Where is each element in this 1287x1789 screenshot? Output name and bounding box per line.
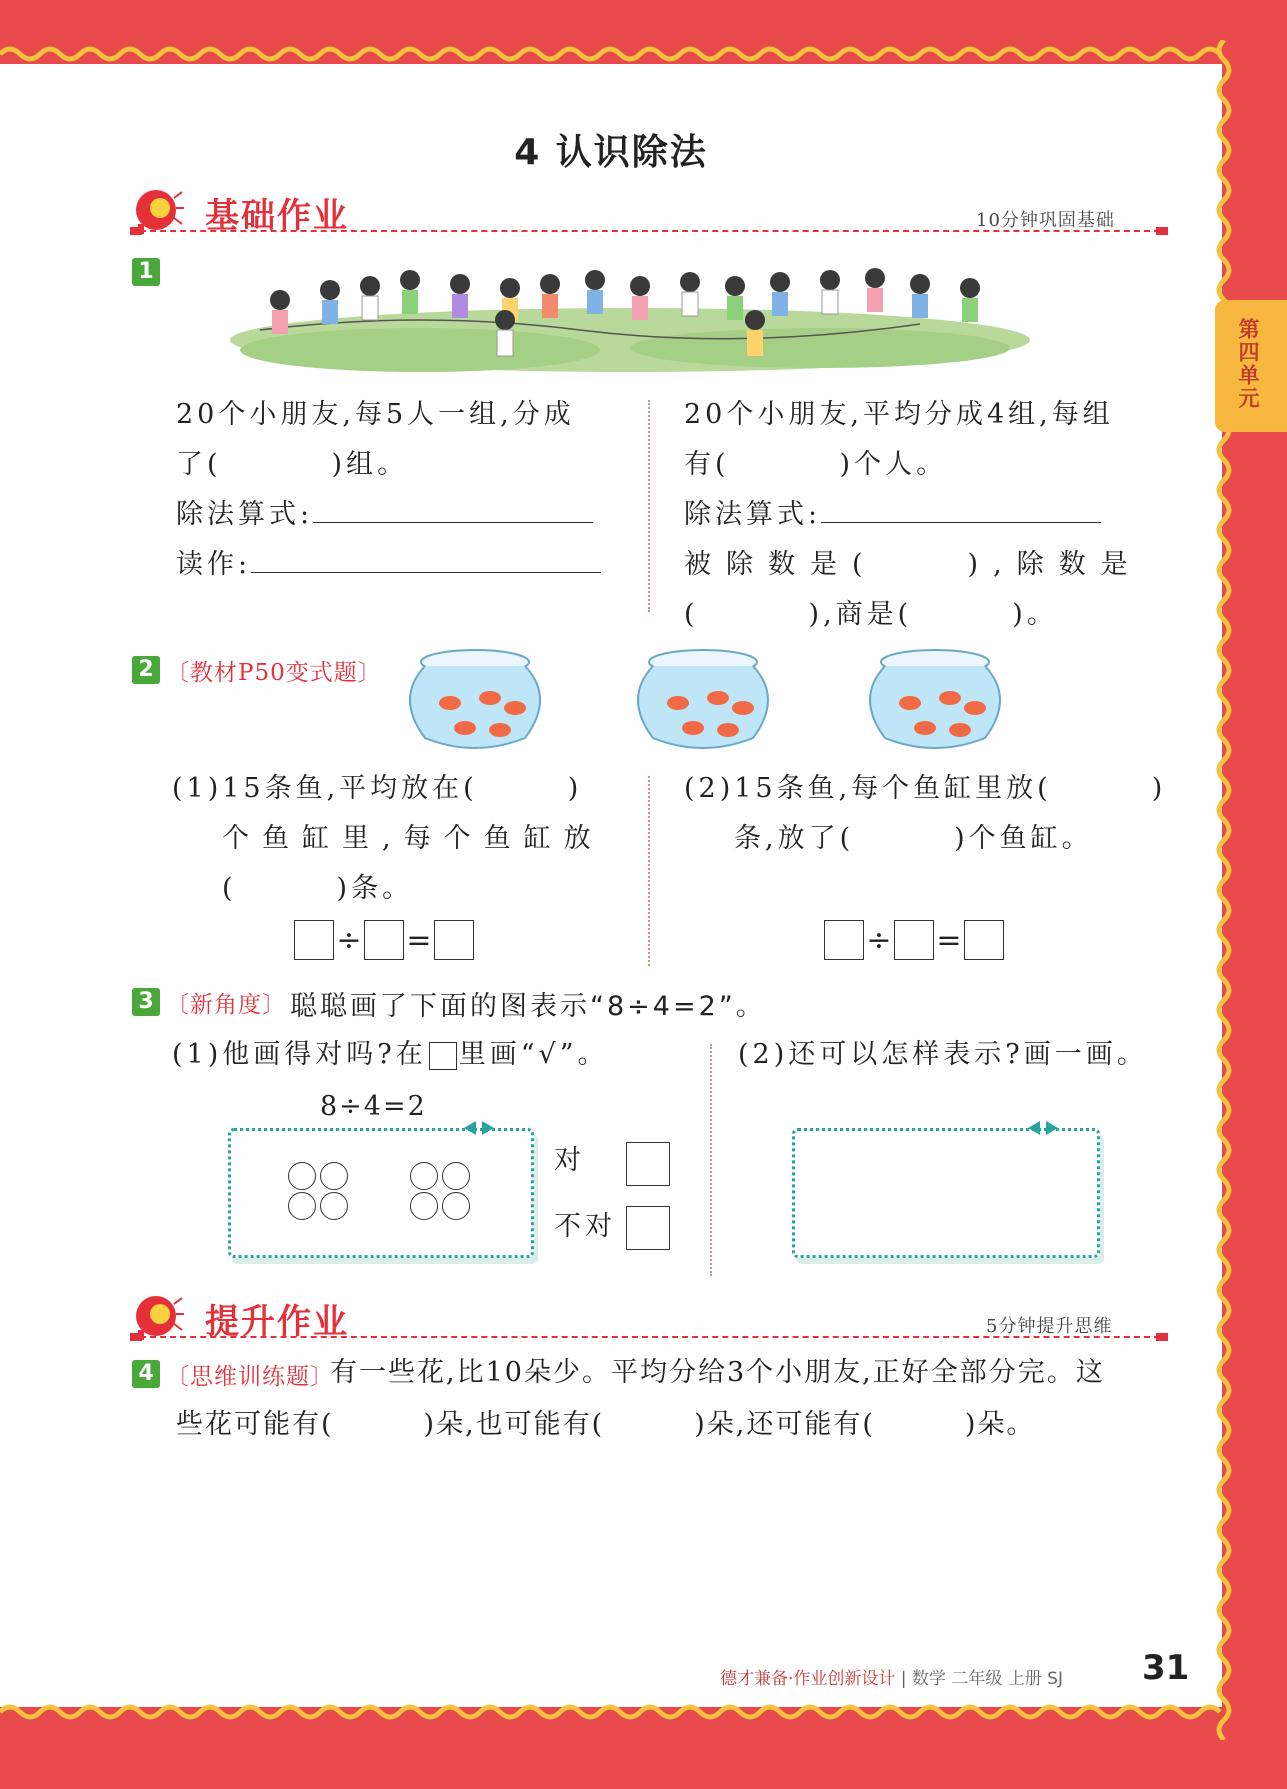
q3-wrong-checkbox[interactable] [626,1206,670,1250]
section-advanced-heading: 提升作业 [205,1302,349,1342]
q3-equation: 8÷4=2 [320,1091,427,1122]
q1-right-line4: 被除数是( ),除数是 [684,549,1143,580]
q3-sub1: (1)他画得对吗?在 里画“√”。 [172,1039,609,1070]
q1-left-formula: 除法算式: [176,490,593,540]
q3-right-checkbox[interactable] [626,1142,670,1186]
q4-line1: 有一些花,比10朵少。平均分给3个小朋友,正好全部分完。这 [330,1357,1105,1388]
q4-line2: 些花可能有( )朵,也可能有( )朵,还可能有( )朵。 [176,1409,1036,1440]
bookmark-arrows-icon [462,1118,496,1138]
q1-right-formula: 除法算式: [684,490,1101,540]
q2-right-equation [824,920,1004,960]
equals-sign: = [936,922,962,958]
q2-left-line3: ( )条。 [222,873,414,904]
answer-box[interactable] [294,920,334,960]
check-box[interactable] [429,1042,457,1070]
q1-left-read-blank[interactable] [251,572,601,573]
unit-side-tab-label: 第四单元 [1236,318,1260,410]
fish-bowl-icon [855,648,1015,752]
q1-left-read: 读作: [176,540,601,590]
q2-left-line1: (1)15条鱼,平均放在( ) [172,773,583,804]
divider-end [1156,227,1168,235]
q3-tag: 〔新角度〕 [166,992,286,1018]
section-divider [140,1336,1160,1338]
question-number-1: 1 [132,258,160,286]
q4-tag: 〔思维训练题〕 [166,1364,334,1390]
section-basic-note: 10分钟巩固基础 [976,210,1115,231]
q2-left-line2: 个鱼缸里,每个鱼缸放 [222,823,604,854]
bookmark-arrows-icon [1026,1118,1060,1138]
circle-group-1 [288,1162,350,1220]
q3-wrong-label: 不对 [554,1211,616,1242]
q2-right-line1: (2)15条鱼,每个鱼缸里放( ) [684,773,1167,804]
page-title: 4 认识除法 [514,132,708,173]
question-number-3: 3 [132,988,160,1016]
unit-side-tab[interactable] [1215,300,1287,432]
bottom-wave-border [0,1702,1287,1722]
fish-bowl-icon [623,648,783,752]
section-basic-heading: 基础作业 [205,196,349,236]
answer-box[interactable] [364,920,404,960]
q1-right-line1: 20个小朋友,平均分成4组,每组 [684,399,1114,430]
answer-box[interactable] [824,920,864,960]
equals-sign: = [406,922,432,958]
footer-text: 德才兼备·作业创新设计 | 数学 二年级 上册 SJ [720,1669,1063,1689]
q3-drawing-box [228,1128,534,1258]
divide-sign: ÷ [336,922,362,958]
q3-text: 聪聪画了下面的图表示“8÷4=2”。 [290,991,766,1022]
q2-right-line2: 条,放了( )个鱼缸。 [734,823,1093,854]
q2-left-equation [294,920,474,960]
right-wave-border [1212,40,1236,1740]
answer-box[interactable] [964,920,1004,960]
q1-right-formula-blank[interactable] [821,522,1101,523]
page-content [0,64,1222,1707]
section-advanced-note: 5分钟提升思维 [986,1316,1113,1337]
q1-left-formula-blank[interactable] [313,522,593,523]
answer-box[interactable] [894,920,934,960]
fish-bowl-icon [395,648,555,752]
q3-right-label: 对 [554,1145,585,1176]
section-divider [140,230,1160,232]
column-divider [648,400,650,612]
q3-answer-drawing-box[interactable] [792,1128,1100,1258]
page-number: 31 [1142,1648,1190,1688]
divider-end [1156,1333,1168,1341]
kids-playing-illustration [220,250,1040,380]
q1-right-line5: ( ),商是( )。 [684,599,1058,630]
q1-right-line2: 有( )个人。 [684,449,948,480]
divide-sign: ÷ [866,922,892,958]
answer-box[interactable] [434,920,474,960]
q1-left-line1: 20个小朋友,每5人一组,分成 [176,399,575,430]
circle-group-2 [410,1162,472,1220]
q2-tag: 〔教材P50变式题〕 [166,660,382,686]
question-number-4: 4 [132,1360,160,1388]
top-wave-border [0,44,1287,64]
column-divider [648,776,650,966]
q3-sub2: (2)还可以怎样表示?画一画。 [738,1039,1148,1070]
column-divider [710,1044,712,1276]
q1-left-line2: 了( )组。 [176,449,409,480]
question-number-2: 2 [132,656,160,684]
